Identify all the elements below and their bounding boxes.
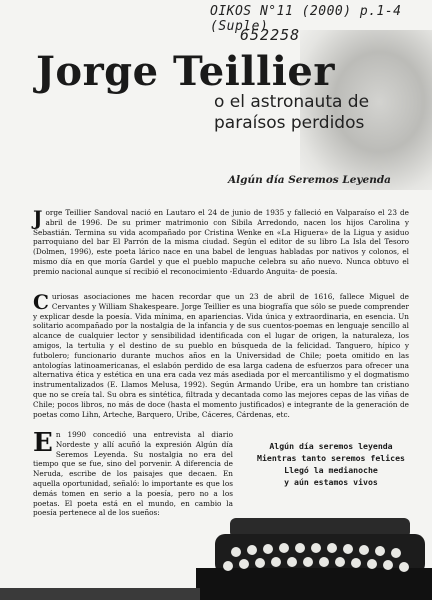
body-paragraph-2 (33, 292, 409, 419)
body-paragraph-1 (33, 208, 409, 277)
paragraph-text: orge Teillier Sandoval nació en Lautaro el 24 de junio de 1935 y falleció en Valparaíso el 23 de abril de 1996. De su primer matrimonio con Sibila Arredondo, nacen los hijos Carolina y Sebastián. Termina su vida acompañado por Cristina Wenke en «La Higuera» de la Ligua y asiduo parroquiano del bar El Parrón de la misma ciudad. Según el editor de su libro La Isla del Tesoro (Dolmen, 1996), este poeta lárico nace en una babel de lenguas habladas por nativos y colonos, el mismo día en que moría Gardel y que el pueblo mapuche celebra su año nuevo. Nunca obtuvo el premio nacional aunque sí recibió el reconocimiento -Eduardo Anguita- de poesía. (33, 208, 409, 276)
article-subtitle: o el astronauta de paraísos perdidos (214, 92, 370, 133)
poem-quote (246, 440, 416, 488)
paragraph-text: n 1990 concedió una entrevista al diario Nordeste y allí acuñó la expresión Algún día Seremos Leyenda. Su nostalgia no era del tiempo que se fue, sino del porvenir. A diferencia de Neruda, escribe de los paisajes que decaen. En aquella oportunidad, señaló: lo importante es que los demás tomen en serio a la poesía, pero no a los poetas. El poeta está en el mundo, en cambio la poesía pertenece al de los sueños: (33, 430, 233, 518)
poem-line: Algún día seremos leyenda (269, 441, 393, 451)
section-kicker: Algún día Seremos Leyenda (228, 174, 391, 186)
dropcap: C (33, 290, 49, 314)
handwritten-catalog-number: 652258 (240, 26, 301, 44)
dropcap: J (33, 206, 43, 230)
handwritten-catalog-reference: OIKOS N°11 (2000) p.1-4 (Suple) (210, 4, 402, 34)
poem-line: Mientras tanto seremos felices (257, 453, 405, 463)
typewriter-illustration (0, 510, 432, 600)
body-paragraph-3 (33, 430, 233, 518)
paragraph-text: uriosas asociaciones me hacen recordar que un 23 de abril de 1616, fallece Miguel de Cervantes y William Shakespeare. Jorge Teillier es una biografía que sólo se puede comprender y explicar desde la poesía. Vida mínima, en apariencias. Vida única y extraordinaria, en esencia. Un solitario acompañado por la nostalgia de la infancia y de sus cuentos-poemas en lenguaje sencillo al alcance de cualquier lector y sensibilidad identificada con el lugar de origen, la naturaleza, los amigos, la tertulia y el destino de su pueblo en búsqueda de la felicidad. Tanguero, hípico y futbolero; funcionario durante muchos años en la Universidad de Chile; poeta omitido en las antologías latinoamericanas, el eslabón perdido de esa larga cadena de esfuerzos para ofrecer una alternativa ética y estética en una era cada vez más asediada por el mercantilismo y el dogmatismo instrumentalizados (E. Llamos Melusa, 1992). Según Armando Uribe, era un hombre tan cristiano que no se creía tal. Su obra es sintética, filtrada y decantada como las mejores cepas de las viñas de Chile; pocos libros, no más de doce (hasta el momento justificados) e integrante de la generación de poetas como Lihn, Arteche, Barquero, Uribe, Cáceres, Cárdenas, etc. (33, 292, 409, 419)
dropcap: E (33, 428, 53, 458)
article-title: Jorge Teillier (36, 48, 335, 95)
poem-line: y aún estamos vivos (284, 477, 378, 487)
poem-line: Llegó la medianoche (284, 465, 378, 475)
